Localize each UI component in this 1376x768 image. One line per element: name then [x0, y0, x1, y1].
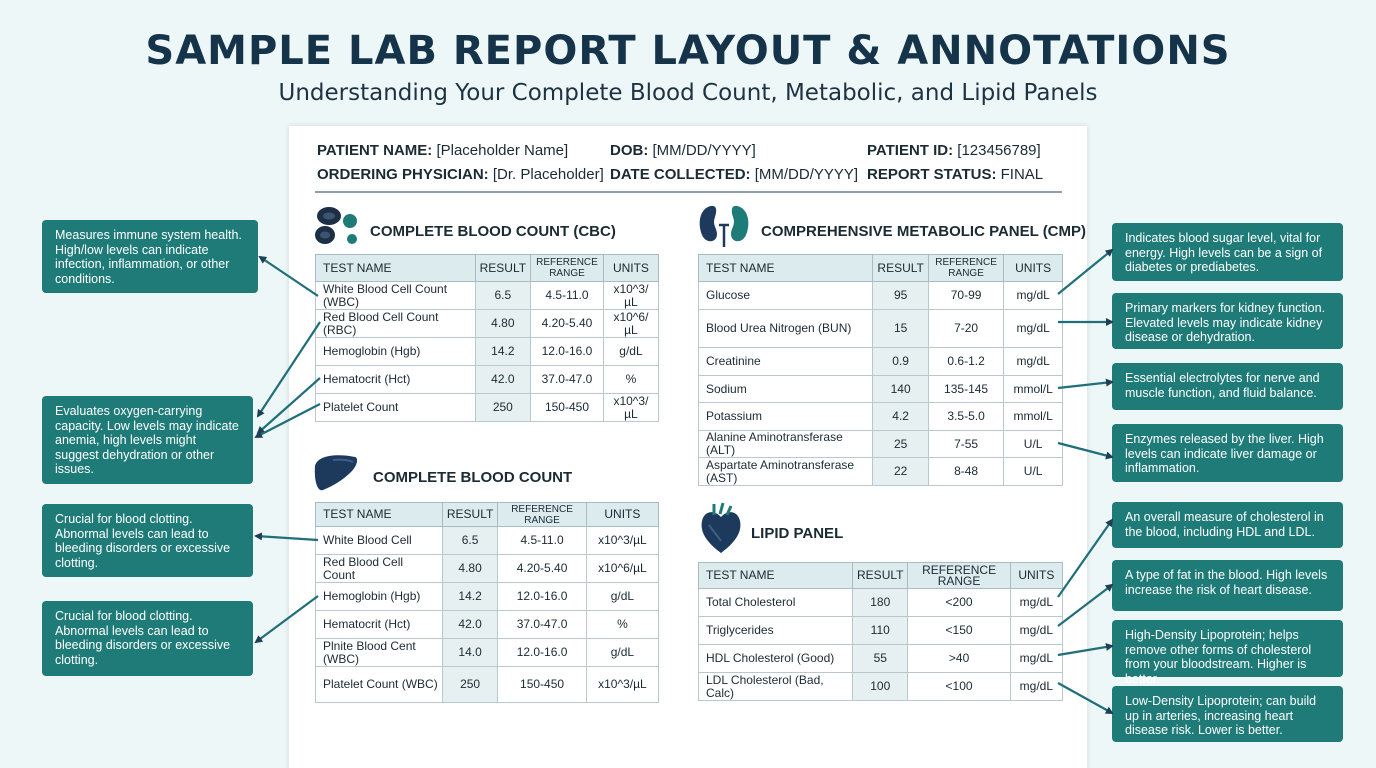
patient-dob: DOB: [MM/DD/YYYY]: [610, 142, 756, 159]
table-row: Platelet Count (WBC) 250 150-450 x10^3/µL: [316, 667, 659, 703]
callout-platelets-2: Crucial for blood clotting. Abnormal levels can lead to bleeding disorders or excessive clotting.: [42, 601, 253, 676]
col-units: UNITS: [1010, 563, 1062, 589]
table-row: Red Blood Cell Count 4.80 4.20-5.40 x10^6/µL: [316, 555, 659, 583]
col-result: RESULT: [442, 503, 497, 527]
col-test-name: TEST NAME: [316, 503, 443, 527]
table-row: Blood Urea Nitrogen (BUN) 15 7-20 mg/dL: [699, 310, 1063, 348]
col-units: UNITS: [586, 503, 658, 527]
table-row: Plnite Blood Cent (WBC) 14.0 12.0-16.0 g/dL: [316, 639, 659, 667]
table-row: Aspartate Aminotransferase (AST) 22 8-48 U/L: [699, 458, 1063, 486]
arrow-electrolytes: [1058, 382, 1112, 388]
arrow-rbc-3: [256, 404, 320, 437]
callout-hdl: High-Density Lipoprotein; helps remove other forms of cholesterol from your bloodstream. Higher is better.: [1112, 620, 1343, 677]
table-row: HDL Cholesterol (Good) 55 >40 mg/dL: [699, 645, 1063, 673]
cbc-section-title: COMPLETE BLOOD COUNT (CBC): [370, 223, 616, 240]
lipid-section-title: LIPID PANEL: [751, 525, 844, 542]
ordering-physician: ORDERING PHYSICIAN: [Dr. Placeholder]: [317, 166, 604, 183]
col-test-name: TEST NAME: [699, 563, 853, 589]
table-row: LDL Cholesterol (Bad, Calc) 100 <100 mg/dL: [699, 673, 1063, 701]
date-collected: DATE COLLECTED: [MM/DD/YYYY]: [610, 166, 859, 183]
col-result: RESULT: [475, 255, 530, 282]
col-reference-range: REFERENCE RANGE: [498, 503, 586, 527]
col-reference-range: REFERENCE RANGE: [531, 255, 604, 282]
table-row: White Blood Cell Count (WBC) 6.5 4.5-11.0 x10^3/µL: [316, 282, 659, 310]
callout-kidney: Primary markers for kidney function. Elevated levels may indicate kidney disease or dehydration.: [1112, 293, 1343, 349]
callout-total-cholesterol: An overall measure of cholesterol in the blood, including HDL and LDL.: [1112, 502, 1343, 548]
table-row: Sodium 140 135-145 mmol/L: [699, 376, 1063, 403]
arrow-ldl: [1058, 683, 1112, 713]
col-result: RESULT: [853, 563, 908, 589]
table-row: Total Cholesterol 180 <200 mg/dL: [699, 589, 1063, 617]
arrow-platelets-2: [256, 596, 318, 642]
table-row: Hematocrit (Hct) 42.0 37.0-47.0 %: [316, 366, 659, 394]
table-row: Hemoglobin (Hgb) 14.2 12.0-16.0 g/dL: [316, 338, 659, 366]
callout-ldl: Low-Density Lipoprotein; can build up in arteries, increasing heart disease risk. Lower is better.: [1112, 686, 1343, 742]
callout-electrolytes: Essential electrolytes for nerve and muscle function, and fluid balance.: [1112, 363, 1343, 410]
callout-platelets: Crucial for blood clotting. Abnormal levels can lead to bleeding disorders or excessive clotting.: [42, 504, 253, 577]
table-row: Red Blood Cell Count (RBC) 4.80 4.20-5.40 x10^6/µL: [316, 310, 659, 338]
callout-glucose: Indicates blood sugar level, vital for energy. High levels can be a sign of diabetes or prediabetes.: [1112, 223, 1343, 281]
table-row: Hematocrit (Hct) 42.0 37.0-47.0 %: [316, 611, 659, 639]
col-reference-range: REFERENCE RANGE: [928, 255, 1003, 282]
callout-wbc: Measures immune system health. High/low levels can indicate infection, inflammation, or other conditions.: [42, 220, 258, 293]
page-subtitle: Understanding Your Complete Blood Count, Metabolic, and Lipid Panels: [278, 80, 1098, 106]
col-result: RESULT: [873, 255, 928, 282]
table-row: Alanine Aminotransferase (ALT) 25 7-55 U/L: [699, 431, 1063, 458]
col-units: UNITS: [603, 255, 658, 282]
table-row: Creatinine 0.9 0.6-1.2 mg/dL: [699, 348, 1063, 376]
col-units: UNITS: [1004, 255, 1063, 282]
callout-rbc: Evaluates oxygen-carrying capacity. Low levels may indicate anemia, high levels might suggest dehydration or other issues.: [42, 396, 253, 484]
arrow-glucose: [1058, 250, 1112, 294]
col-test-name: TEST NAME: [316, 255, 476, 282]
table-row: Glucose 95 70-99 mg/dL: [699, 282, 1063, 310]
arrow-liver: [1058, 443, 1112, 457]
col-reference-range: REFERENCE RANGE: [908, 563, 1010, 589]
arrow-rbc-2: [258, 378, 320, 433]
callout-liver: Enzymes released by the liver. High levels can indicate liver damage or inflammation.: [1112, 424, 1343, 482]
table-row: Platelet Count 250 150-450 x10^3/µL: [316, 394, 659, 422]
table-row: Potassium 4.2 3.5-5.0 mmol/L: [699, 403, 1063, 431]
page-title: SAMPLE LAB REPORT LAYOUT & ANNOTATIONS: [145, 28, 1231, 74]
cmp-section-title: COMPREHENSIVE METABOLIC PANEL (CMP): [761, 223, 1087, 240]
arrow-platelets: [256, 536, 318, 540]
cbc2-section-title: COMPLETE BLOOD COUNT: [373, 469, 573, 486]
patient-name: PATIENT NAME: [Placeholder Name]: [317, 142, 569, 159]
table-row: Hemoglobin (Hgb) 14.2 12.0-16.0 g/dL: [316, 583, 659, 611]
table-row: Triglycerides 110 <150 mg/dL: [699, 617, 1063, 645]
arrow-wbc: [260, 257, 318, 296]
arrow-total-cholesterol: [1058, 520, 1112, 597]
col-test-name: TEST NAME: [699, 255, 873, 282]
patient-id: PATIENT ID: [123456789]: [867, 142, 1041, 159]
callout-triglycerides: A type of fat in the blood. High levels increase the risk of heart disease.: [1112, 560, 1343, 611]
report-status: REPORT STATUS: FINAL: [867, 166, 1044, 183]
arrow-hdl: [1058, 646, 1112, 655]
table-row: White Blood Cell 6.5 4.5-11.0 x10^3/µL: [316, 527, 659, 555]
arrow-triglycerides: [1058, 585, 1112, 626]
arrow-rbc-1: [258, 322, 320, 416]
